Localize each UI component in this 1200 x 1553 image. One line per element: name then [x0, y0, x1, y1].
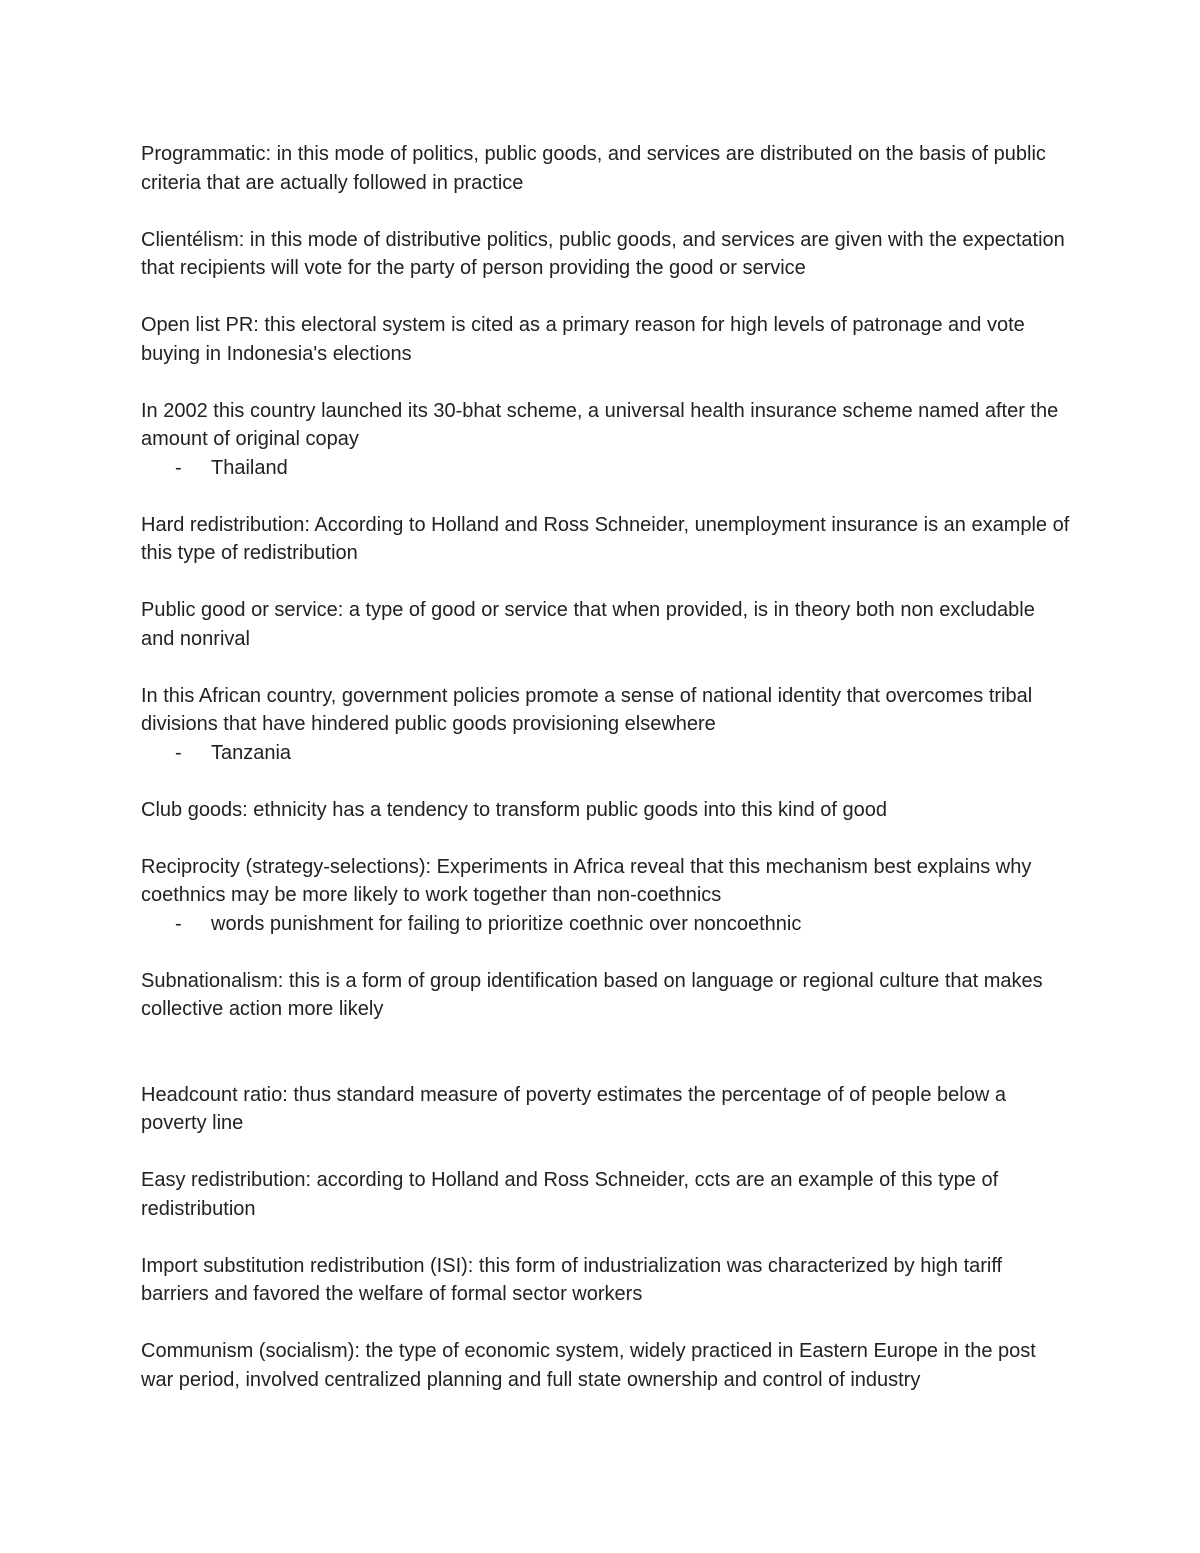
- entry-text: Reciprocity (strategy-selections): Experiments in Africa reveal that this mechanism best explains why coethnics may be more likely to work together than non-coethnics: [141, 855, 1032, 906]
- bullet-item: [141, 910, 1071, 939]
- entry-text: Open list PR: this electoral system is cited as a primary reason for high levels of patronage and vote buying in Indonesia's elections: [141, 314, 1025, 365]
- definition-entry: [141, 140, 1071, 197]
- entry-text: Clientélism: in this mode of distributive politics, public goods, and services are given with the expectation that recipients will vote for the party of person providing the good or service: [141, 228, 1065, 279]
- definition-entry: [141, 853, 1071, 939]
- definition-entry: [141, 311, 1071, 368]
- definition-entry: [141, 1166, 1071, 1223]
- bullet-text: Thailand: [211, 456, 288, 479]
- definition-entry: [141, 1252, 1071, 1309]
- bullet-item: [141, 739, 1071, 768]
- document-body: [141, 140, 1071, 1423]
- definition-entry: [141, 226, 1071, 283]
- entry-text: In 2002 this country launched its 30-bhat scheme, a universal health insurance scheme named after the amount of original copay: [141, 399, 1059, 450]
- entry-text: Club goods: ethnicity has a tendency to transform public goods into this kind of good: [141, 798, 888, 821]
- entry-text: Communism (socialism): the type of economic system, widely practiced in Eastern Europe in the post war period, involved centralized planning and full state ownership and control of industry: [141, 1340, 1036, 1391]
- definition-entry: [141, 682, 1071, 768]
- definition-entry: [141, 1081, 1071, 1138]
- definition-entry: [141, 397, 1071, 483]
- entry-text: Easy redistribution: according to Holland and Ross Schneider, ccts are an example of this type of redistribution: [141, 1169, 999, 1220]
- bullet-item: [141, 454, 1071, 483]
- entry-text: Programmatic: in this mode of politics, public goods, and services are distributed on the basis of public criteria that are actually followed in practice: [141, 143, 1046, 194]
- entry-text: Public good or service: a type of good or service that when provided, is in theory both non excludable and nonrival: [141, 599, 1035, 650]
- entry-text: In this African country, government policies promote a sense of national identity that overcomes tribal divisions that have hindered public goods provisioning elsewhere: [141, 684, 1033, 735]
- entry-text: Headcount ratio: thus standard measure of poverty estimates the percentage of of people below a poverty line: [141, 1083, 1006, 1134]
- definition-entry: [141, 511, 1071, 568]
- bullet-text: Tanzania: [211, 741, 292, 764]
- bullet-dash: -: [175, 912, 182, 935]
- entry-text: Import substitution redistribution (ISI): this form of industrialization was characterized by high tariff barriers and favored the welfare of formal sector workers: [141, 1254, 1003, 1305]
- entry-text: Hard redistribution: According to Holland and Ross Schneider, unemployment insurance is an example of this type of redistribution: [141, 513, 1070, 564]
- bullet-text: words punishment for failing to prioritize coethnic over noncoethnic: [211, 912, 802, 935]
- bullet-dash: -: [175, 741, 182, 764]
- bullet-dash: -: [175, 456, 182, 479]
- definition-entry: [141, 796, 1071, 825]
- entry-text: Subnationalism: this is a form of group identification based on language or regional culture that makes collective action more likely: [141, 969, 1043, 1020]
- definition-entry: [141, 596, 1071, 653]
- definition-entry: [141, 1337, 1071, 1394]
- definition-entry: [141, 967, 1071, 1024]
